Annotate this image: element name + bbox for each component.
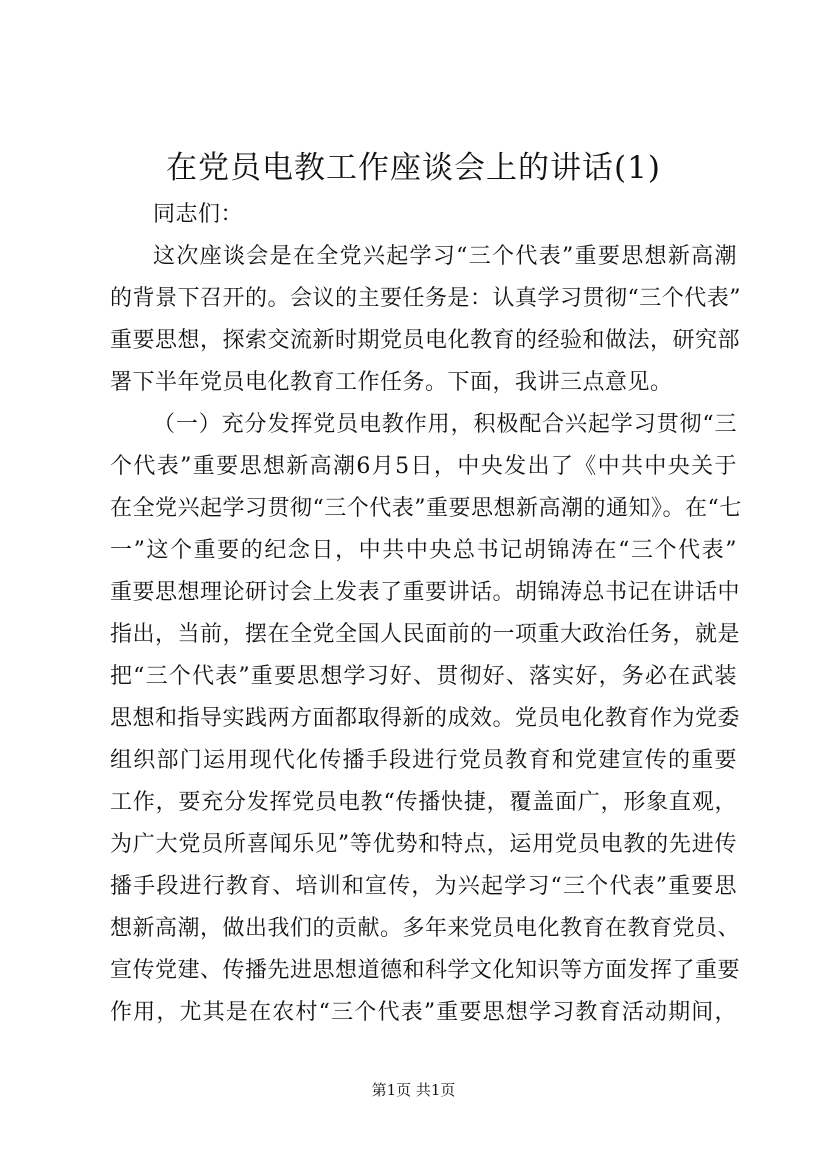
paragraph-line: 想新高潮，做出我们的贡献。多年来党员电化教育在教育党员、 (110, 916, 741, 941)
paragraph-line: 作用，尤其是在农村“三个代表”重要思想学习教育活动期间， (110, 1000, 737, 1025)
paragraph-line: 在全党兴起学习贯彻“三个代表”重要思想新高潮的通知》。在“七 (110, 496, 742, 521)
paragraph-line: 署下半年党员电化教育工作任务。下面，我讲三点意见。 (110, 370, 673, 395)
document-title: 在党员电教工作座谈会上的讲话(1) (166, 150, 661, 186)
paragraph-line: 工作，要充分发挥党员电教“传播快捷，覆盖面广，形象直观， (110, 790, 737, 815)
paragraph-line: 一”这个重要的纪念日，中共中央总书记胡锦涛在“三个代表” (110, 538, 737, 563)
paragraph-line: 指出，当前，摆在全党全国人民面前的一项重大政治任务，就是 (110, 622, 741, 647)
paragraph-line: 宣传党建、传播先进思想道德和科学文化知识等方面发挥了重要 (110, 958, 741, 983)
paragraph-line: 重要思想理论研讨会上发表了重要讲话。胡锦涛总书记在讲话中 (110, 580, 741, 605)
paragraph-line: 为广大党员所喜闻乐见”等优势和特点，运用党员电教的先进传 (110, 832, 737, 857)
paragraph-line: 把“三个代表”重要思想学习好、贯彻好、落实好，务必在武装 (110, 664, 737, 689)
paragraph-line: 思想和指导实践两方面都取得新的成效。党员电化教育作为党委 (110, 706, 741, 731)
paragraph-line: （一）充分发挥党员电教作用，积极配合兴起学习贯彻“三 (153, 412, 737, 437)
paragraph-line: 的背景下召开的。会议的主要任务是：认真学习贯彻“三个代表” (110, 286, 741, 311)
paragraph-line: 个代表”重要思想新高潮6月5日，中央发出了《中共中央关于 (110, 454, 737, 479)
paragraph-line: 重要思想，探索交流新时期党员电化教育的经验和做法，研究部 (110, 328, 741, 353)
page-footer: 第1页 共1页 (371, 1081, 456, 1099)
salutation: 同志们： (153, 202, 244, 227)
paragraph-line: 播手段进行教育、培训和宣传，为兴起学习“三个代表”重要思 (110, 874, 737, 899)
paragraph-line: 这次座谈会是在全党兴起学习“三个代表”重要思想新高潮 (153, 244, 737, 269)
paragraph-line: 组织部门运用现代化传播手段进行党员教育和党建宣传的重要 (110, 748, 737, 773)
